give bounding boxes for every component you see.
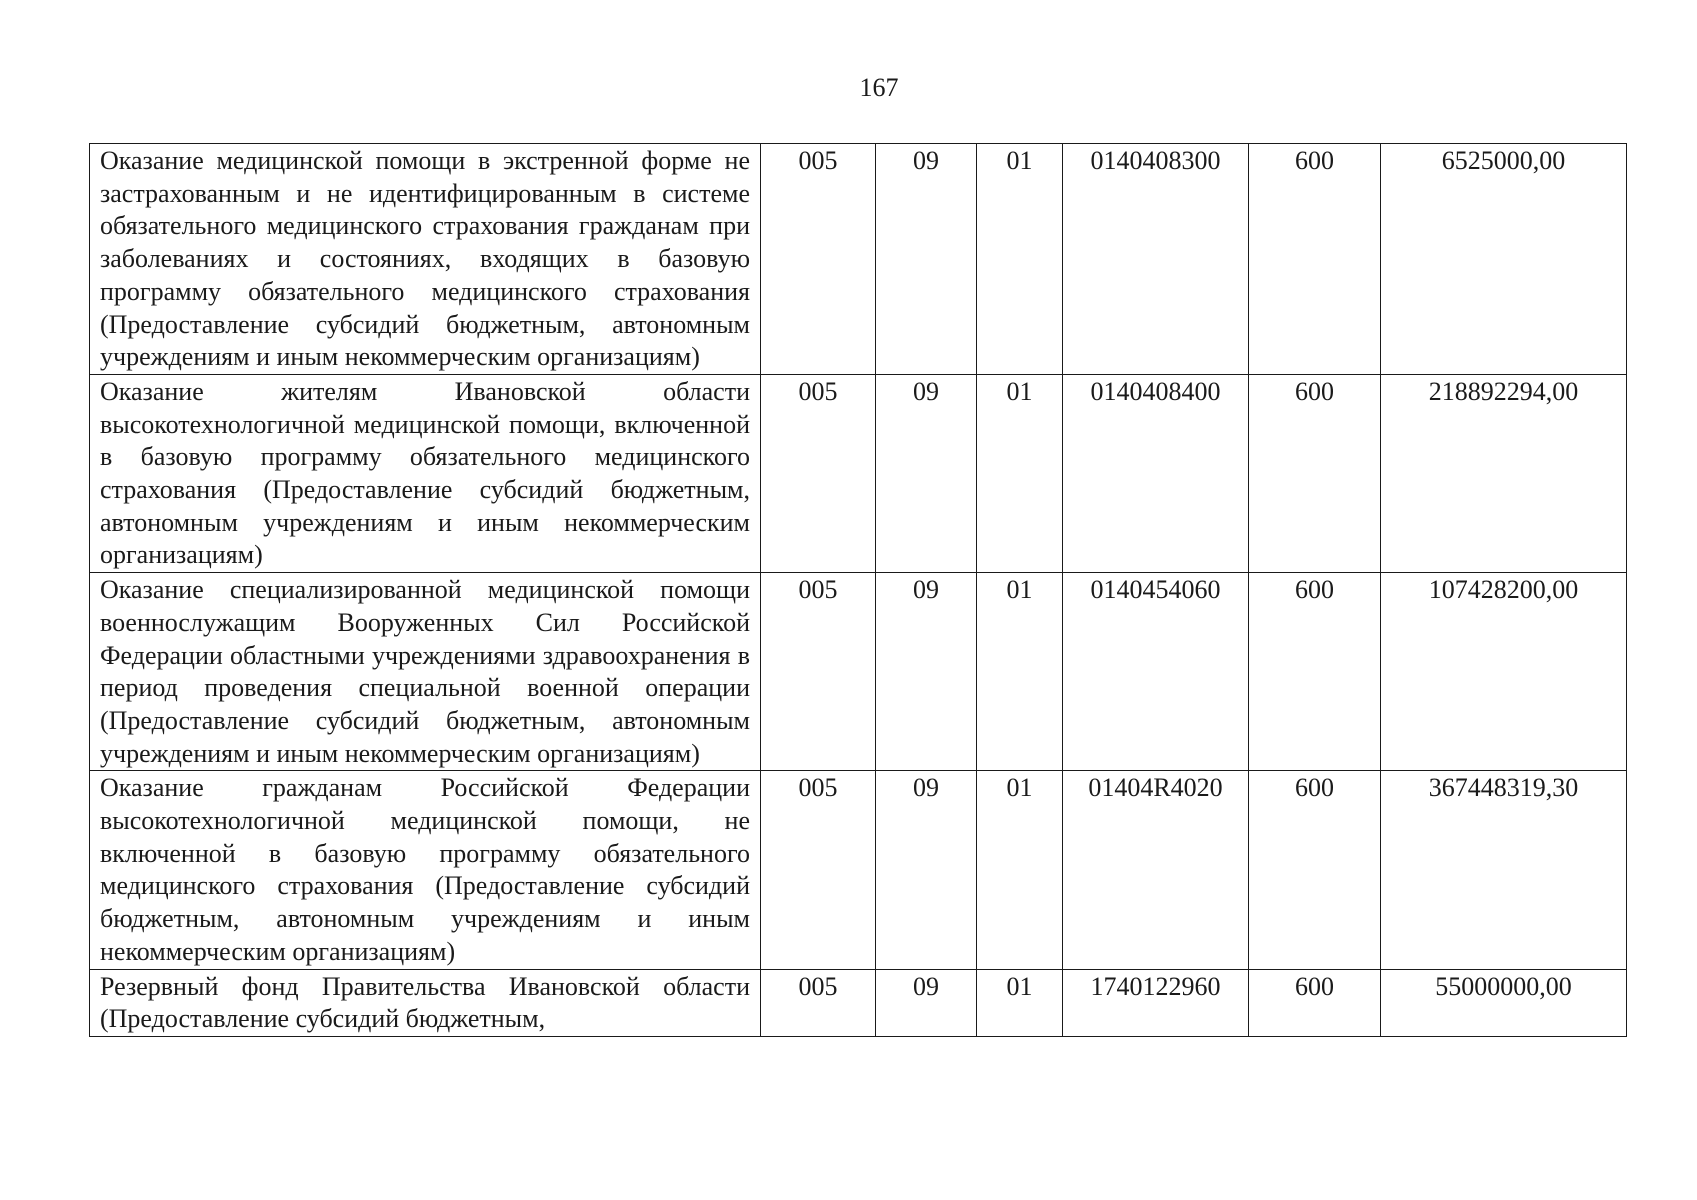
- subsection-code: 01: [977, 771, 1063, 969]
- subsection-code: 01: [977, 374, 1063, 572]
- amount: 367448319,30: [1381, 771, 1627, 969]
- expense-type-code: 600: [1249, 771, 1381, 969]
- target-article-code: 01404R4020: [1063, 771, 1249, 969]
- subsection-code: 01: [977, 969, 1063, 1036]
- target-article-code: 0140408400: [1063, 374, 1249, 572]
- target-article-code: 0140454060: [1063, 573, 1249, 771]
- table-row: [90, 969, 1627, 1036]
- expense-type-code: 600: [1249, 969, 1381, 1036]
- amount: 6525000,00: [1381, 144, 1627, 375]
- department-code: 005: [761, 144, 876, 375]
- department-code: 005: [761, 969, 876, 1036]
- expense-type-code: 600: [1249, 573, 1381, 771]
- target-article-code: 0140408300: [1063, 144, 1249, 375]
- row-description: Резервный фонд Правительства Ивановской области (Предоставление субсидий бюджетным,: [90, 969, 761, 1036]
- row-description: Оказание специализированной медицинской помощи военнослужащим Вооруженных Сил Российской Федерации областными учреждениями здравоохранения в период проведения специальной военной операции (Предоставление субсидий бюджетным, автономным учреждениям и иным некоммерческим организациям): [90, 573, 761, 771]
- amount: 107428200,00: [1381, 573, 1627, 771]
- amount: 218892294,00: [1381, 374, 1627, 572]
- section-code: 09: [876, 573, 977, 771]
- section-code: 09: [876, 144, 977, 375]
- section-code: 09: [876, 969, 977, 1036]
- section-code: 09: [876, 771, 977, 969]
- department-code: 005: [761, 573, 876, 771]
- row-description: Оказание гражданам Российской Федерации высокотехнологичной медицинской помощи, не включенной в базовую программу обязательного медицинского страхования (Предоставление субсидий бюджетным, автономным учреждениям и иным некоммерческим организациям): [90, 771, 761, 969]
- department-code: 005: [761, 374, 876, 572]
- department-code: 005: [761, 771, 876, 969]
- row-description: Оказание медицинской помощи в экстренной форме не застрахованным и не идентифицированным в системе обязательного медицинского страхования гражданам при заболеваниях и состояниях, входящих в базовую программу обязательного медицинского страхования (Предоставление субсидий бюджетным, автономным учреждениям и иным некоммерческим организациям): [90, 144, 761, 375]
- table-row: [90, 374, 1627, 572]
- row-description: Оказание жителям Ивановской области высокотехнологичной медицинской помощи, включенной в базовую программу обязательного медицинского страхования (Предоставление субсидий бюджетным, автономным учреждениям и иным некоммерческим организациям): [90, 374, 761, 572]
- target-article-code: 1740122960: [1063, 969, 1249, 1036]
- subsection-code: 01: [977, 144, 1063, 375]
- expense-type-code: 600: [1249, 144, 1381, 375]
- amount: 55000000,00: [1381, 969, 1627, 1036]
- section-code: 09: [876, 374, 977, 572]
- expense-type-code: 600: [1249, 374, 1381, 572]
- subsection-code: 01: [977, 573, 1063, 771]
- page-number: 167: [859, 73, 899, 102]
- table-row: [90, 144, 1627, 375]
- budget-table: [89, 143, 1627, 1037]
- table-row: [90, 573, 1627, 771]
- table-row: [90, 771, 1627, 969]
